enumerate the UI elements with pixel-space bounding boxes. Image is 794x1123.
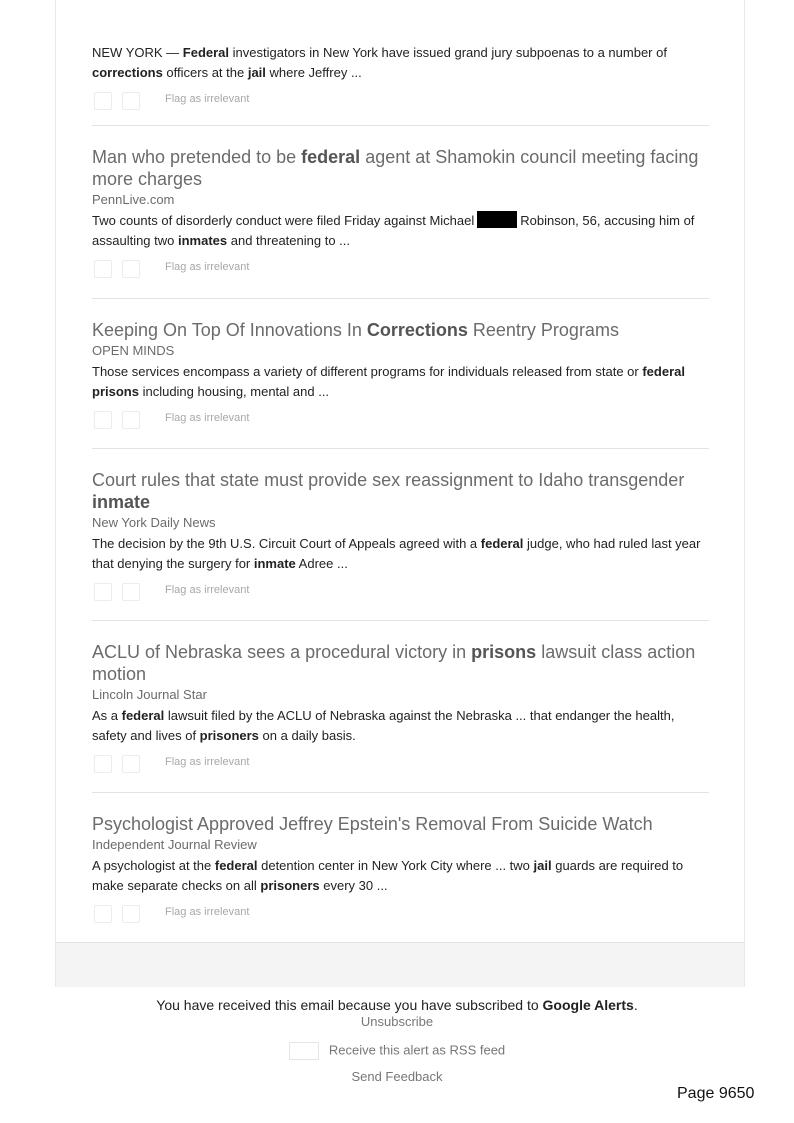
keyword-highlight: prisoners: [260, 878, 320, 893]
story-headline-link[interactable]: Keeping On Top Of Innovations In Corrections Reentry Programs: [92, 320, 619, 340]
story-headline-link[interactable]: Court rules that state must provide sex reassignment to Idaho transgender inmate: [92, 470, 685, 512]
story-controls: [92, 905, 710, 925]
rss-feed-row: [0, 1042, 794, 1060]
rss-icon[interactable]: [289, 1042, 319, 1060]
story-controls: [92, 411, 710, 431]
keyword-highlight: Federal: [182, 45, 230, 60]
page-number: Page 9650: [677, 1085, 755, 1102]
redaction-block: [477, 211, 517, 228]
subscription-notice: [0, 997, 794, 1013]
thumbs-down-icon[interactable]: [122, 411, 140, 429]
notice-brand: Google Alerts: [542, 997, 634, 1013]
keyword-highlight: prisons: [471, 642, 537, 662]
story-headline-link[interactable]: Psychologist Approved Jeffrey Epstein's Removal From Suicide Watch: [92, 814, 653, 834]
story-source: Lincoln Journal Star: [92, 687, 207, 702]
story-snippet: Those services encompass a variety of different programs for individuals released from state or federal prisons including housing, mental and ...: [92, 364, 685, 399]
send-feedback-link[interactable]: Send Feedback: [351, 1069, 443, 1084]
flag-irrelevant-link[interactable]: Flag as irrelevant: [165, 756, 250, 768]
thumbs-up-icon[interactable]: [94, 92, 112, 110]
story-item: [92, 813, 710, 925]
story-controls: [92, 260, 710, 280]
story-item: [92, 469, 710, 603]
keyword-highlight: federal: [214, 858, 258, 873]
notice-text: You have received this email because you have subscribed to: [156, 997, 543, 1013]
story-item: [92, 40, 710, 112]
keyword-highlight: prisoners: [199, 728, 259, 743]
story-source: OPEN MINDS: [92, 343, 175, 358]
story-divider: [92, 298, 709, 299]
story-snippet: A psychologist at the federal detention center in New York City where ... two jail guards are required to make separate checks on all prisoners every 30 ...: [92, 858, 684, 893]
story-headline-link[interactable]: Man who pretended to be federal agent at Shamokin council meeting facing more charges: [92, 147, 699, 189]
keyword-highlight: federal: [301, 147, 361, 167]
unsubscribe-link[interactable]: Unsubscribe: [360, 1014, 434, 1029]
thumbs-up-icon[interactable]: [94, 411, 112, 429]
story-source: Independent Journal Review: [92, 837, 257, 852]
thumbs-down-icon[interactable]: [122, 260, 140, 278]
story-item: [92, 641, 710, 775]
flag-irrelevant-link[interactable]: Flag as irrelevant: [165, 261, 250, 273]
story-snippet: NEW YORK — Federal investigators in New York have issued grand jury subpoenas to a number of corrections officers at the jail where Jeffrey ...: [92, 45, 667, 80]
keyword-highlight: inmate: [92, 492, 151, 512]
card-footer-bar: [56, 942, 744, 987]
story-divider: [92, 620, 709, 621]
rss-feed-link[interactable]: Receive this alert as RSS feed: [328, 1042, 506, 1058]
keyword-highlight: corrections: [92, 65, 163, 80]
story-snippet: Two counts of disorderly conduct were filed Friday against Michael Robinson, 56, accusing him of assaulting two inmates and threatening to ...: [92, 213, 695, 248]
story-headline-link[interactable]: ACLU of Nebraska sees a procedural victory in prisons lawsuit class action motion: [92, 642, 696, 684]
thumbs-up-icon[interactable]: [94, 583, 112, 601]
thumbs-down-icon[interactable]: [122, 905, 140, 923]
flag-irrelevant-link[interactable]: Flag as irrelevant: [165, 584, 250, 596]
story-controls: [92, 92, 710, 112]
keyword-highlight: federal: [480, 536, 524, 551]
keyword-highlight: Corrections: [366, 320, 468, 340]
flag-irrelevant-link[interactable]: Flag as irrelevant: [165, 93, 250, 105]
story-divider: [92, 125, 709, 126]
thumbs-down-icon[interactable]: [122, 755, 140, 773]
flag-irrelevant-link[interactable]: Flag as irrelevant: [165, 906, 250, 918]
story-source: New York Daily News: [92, 515, 216, 530]
story-divider: [92, 792, 709, 793]
keyword-highlight: jail: [247, 65, 266, 80]
keyword-highlight: federal prisons: [92, 364, 685, 399]
story-item: [92, 319, 710, 431]
story-snippet: The decision by the 9th U.S. Circuit Court of Appeals agreed with a federal judge, who had ruled last year that denying the surgery for inmate Adree ...: [92, 536, 701, 571]
story-snippet: As a federal lawsuit filed by the ACLU of Nebraska against the Nebraska ... that endanger the health, safety and lives of prisoners on a daily basis.: [92, 708, 675, 743]
thumbs-down-icon[interactable]: [122, 92, 140, 110]
story-controls: [92, 755, 710, 775]
story-divider: [92, 448, 709, 449]
notice-suffix: .: [633, 997, 638, 1013]
story-item: [92, 146, 710, 280]
keyword-highlight: inmate: [253, 556, 296, 571]
thumbs-down-icon[interactable]: [122, 583, 140, 601]
story-controls: [92, 583, 710, 603]
thumbs-up-icon[interactable]: [94, 260, 112, 278]
thumbs-up-icon[interactable]: [94, 905, 112, 923]
keyword-highlight: jail: [533, 858, 552, 873]
story-source: PennLive.com: [92, 192, 175, 207]
thumbs-up-icon[interactable]: [94, 755, 112, 773]
keyword-highlight: inmates: [178, 233, 228, 248]
flag-irrelevant-link[interactable]: Flag as irrelevant: [165, 412, 250, 424]
keyword-highlight: federal: [121, 708, 165, 723]
